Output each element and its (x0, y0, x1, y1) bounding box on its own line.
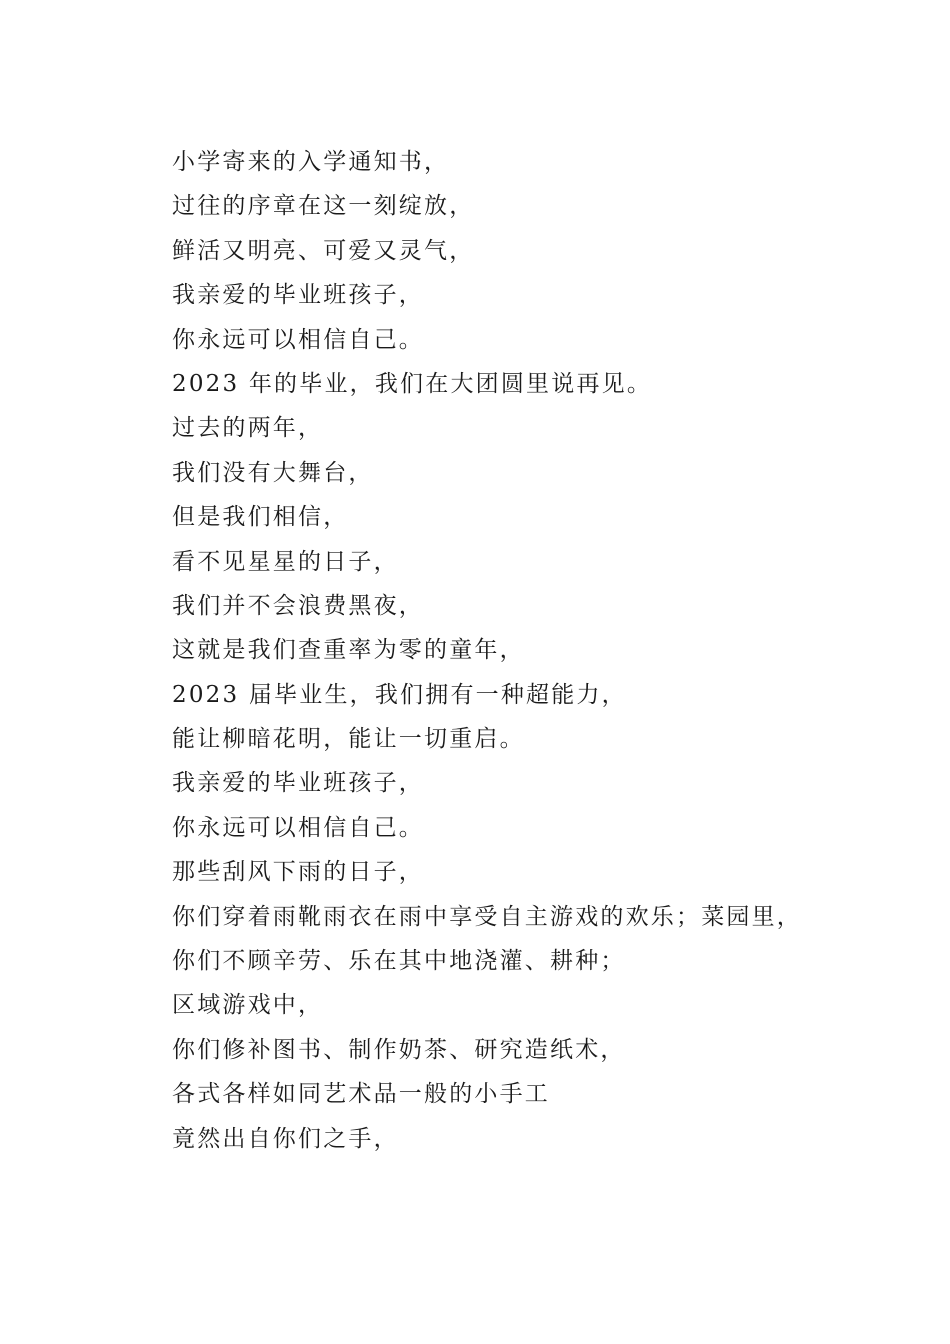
text-line: 你们穿着雨靴雨衣在雨中享受自主游戏的欢乐；菜园里， (172, 903, 802, 930)
text-line: 你永远可以相信自己。 (172, 814, 424, 841)
text-line: 2023 届毕业生，我们拥有一种超能力， (172, 681, 627, 708)
poem-text-block (172, 140, 872, 1161)
text-line: 这就是我们查重率为零的童年， (172, 637, 525, 664)
text-line: 过去的两年， (172, 415, 324, 442)
text-line: 你永远可以相信自己。 (172, 326, 424, 353)
text-line: 我们没有大舞台， (172, 459, 374, 486)
text-line: 你们不顾辛劳、乐在其中地浇灌、耕种； (172, 948, 626, 975)
text-line: 看不见星星的日子， (172, 548, 399, 575)
text-line: 但是我们相信， (172, 504, 349, 531)
text-line: 那些刮风下雨的日子， (172, 859, 424, 886)
text-line: 能让柳暗花明，能让一切重启。 (172, 726, 525, 753)
text-line: 我们并不会浪费黑夜， (172, 592, 424, 619)
text-line: 过往的序章在这一刻绽放， (172, 193, 475, 220)
text-line: 竟然出自你们之手， (172, 1125, 399, 1152)
text-line: 鲜活又明亮、可爱又灵气， (172, 237, 475, 264)
text-line: 2023 年的毕业，我们在大团圆里说再见。 (172, 370, 653, 397)
text-line: 我亲爱的毕业班孩子， (172, 282, 424, 309)
text-line: 小学寄来的入学通知书， (172, 149, 450, 175)
text-line: 我亲爱的毕业班孩子， (172, 770, 424, 797)
text-line: 你们修补图书、制作奶茶、研究造纸术， (172, 1036, 626, 1063)
text-line: 区域游戏中， (172, 992, 324, 1019)
text-line: 各式各样如同艺术品一般的小手工 (172, 1081, 550, 1108)
